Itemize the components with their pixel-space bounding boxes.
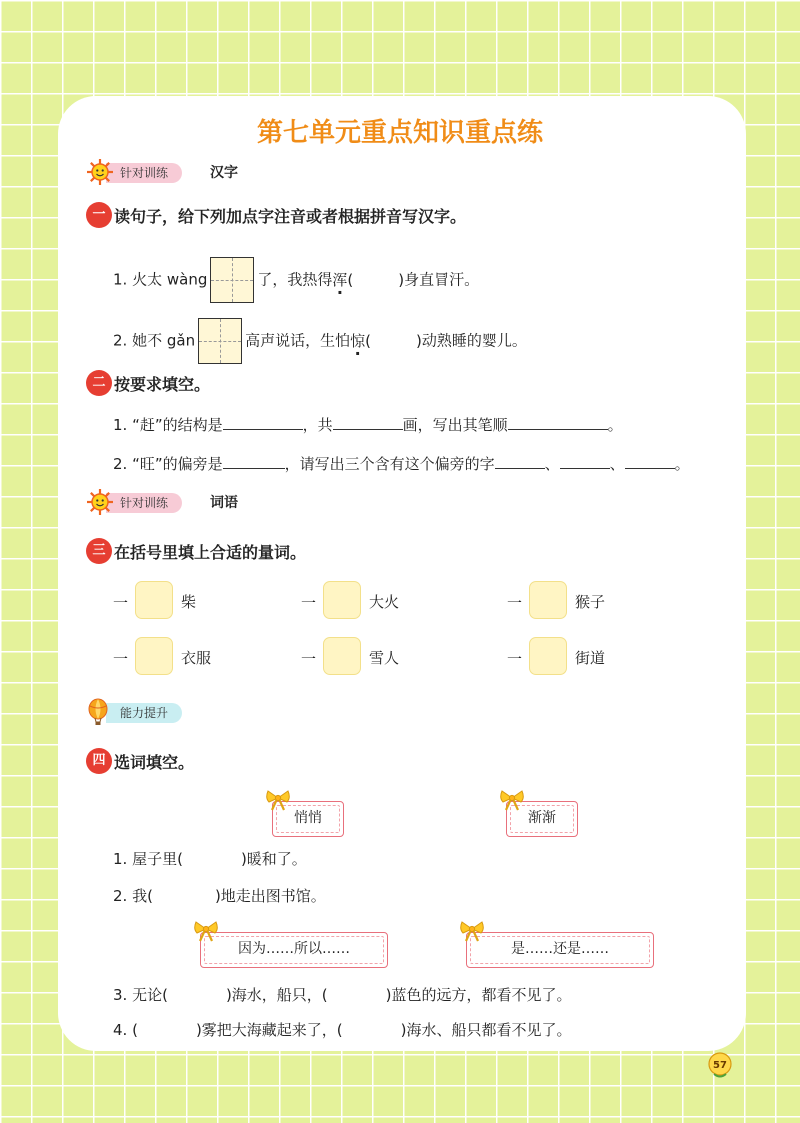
q4-sentence-3: 3. 无论( )海水，船只，( )蓝色的远方，都看不见了。: [113, 986, 572, 1004]
character-writing-box[interactable]: [198, 318, 242, 364]
q4-sentence-4: 4. ( )雾把大海藏起来了，( )海水、船只都看不见了。: [113, 1021, 572, 1039]
measure-word-row-1: 一 柴 一 大火 一 猴子: [113, 581, 673, 621]
answer-box[interactable]: [135, 581, 173, 619]
q2-line-2: 2. “旺”的偏旁是 ，请写出三个含有这个偏旁的字 、 、 。: [113, 452, 690, 474]
q2-line-1: 1. “赶”的结构是 ，共 画，写出其笔顺 。: [113, 413, 623, 435]
fill-blank[interactable]: [223, 452, 285, 469]
fill-blank[interactable]: [223, 413, 303, 430]
page-number-badge: [707, 1052, 733, 1078]
bow-icon: [265, 788, 291, 812]
fill-blank[interactable]: [333, 413, 403, 430]
q4-sentence-1: 1. 屋子里( )暖和了。: [113, 850, 307, 868]
page-number: 57: [713, 1060, 727, 1071]
answer-blank[interactable]: ( ): [365, 331, 422, 350]
character-writing-box[interactable]: [210, 257, 254, 303]
tag-label: 针对训练: [106, 163, 182, 183]
sun-icon: [86, 488, 114, 516]
tag-label: 针对训练: [106, 493, 182, 513]
fill-blank[interactable]: [508, 413, 608, 430]
tag-topic: 词语: [210, 495, 238, 511]
answer-box[interactable]: [529, 637, 567, 675]
dotted-character: 浑: [332, 270, 348, 289]
dotted-character: 惊: [350, 331, 366, 350]
answer-box[interactable]: [529, 581, 567, 619]
section-number-badge: 一: [86, 202, 112, 228]
word-choice-card: 悄悄: [272, 801, 344, 837]
q1-line-2: 2. 她不 gǎn 高声说话，生怕惊( )动熟睡的婴儿。: [113, 318, 527, 364]
worksheet-card: [58, 96, 746, 1051]
fill-blank[interactable]: [625, 452, 675, 469]
word-choice-card: 因为……所以……: [200, 932, 388, 968]
q1-line-1: 1. 火太 wàng 了，我热得浑( )身直冒汗。: [113, 257, 479, 303]
measure-word-row-2: 一 衣服 一 雪人 一 街道: [113, 637, 673, 677]
q4-sentence-2: 2. 我( )地走出图书馆。: [113, 887, 326, 905]
section-title: 在括号里填上合适的量词。: [114, 543, 307, 562]
tag-topic: 汉字: [210, 165, 238, 181]
word-choice-card: 渐渐: [506, 801, 578, 837]
page-title: 第七单元重点知识重点练: [256, 118, 543, 148]
fill-blank[interactable]: [560, 452, 610, 469]
answer-box[interactable]: [135, 637, 173, 675]
tag-label: 能力提升: [106, 703, 182, 723]
bow-icon: [459, 919, 485, 943]
section-title: 读句子，给下列加点字注音或者根据拼音写汉字。: [114, 207, 467, 226]
bow-icon: [499, 788, 525, 812]
sun-icon: [86, 158, 114, 186]
answer-box[interactable]: [323, 637, 361, 675]
answer-box[interactable]: [323, 581, 361, 619]
section-title: 选词填空。: [114, 753, 195, 772]
section-number-badge: 四: [86, 748, 112, 774]
hot-air-balloon-icon: [86, 698, 114, 726]
section-number-badge: 三: [86, 538, 112, 564]
section-title: 按要求填空。: [114, 375, 211, 394]
section-number-badge: 二: [86, 370, 112, 396]
fill-blank[interactable]: [495, 452, 545, 469]
bow-icon: [193, 919, 219, 943]
word-choice-card: 是……还是……: [466, 932, 654, 968]
answer-blank[interactable]: ( ): [347, 270, 405, 289]
